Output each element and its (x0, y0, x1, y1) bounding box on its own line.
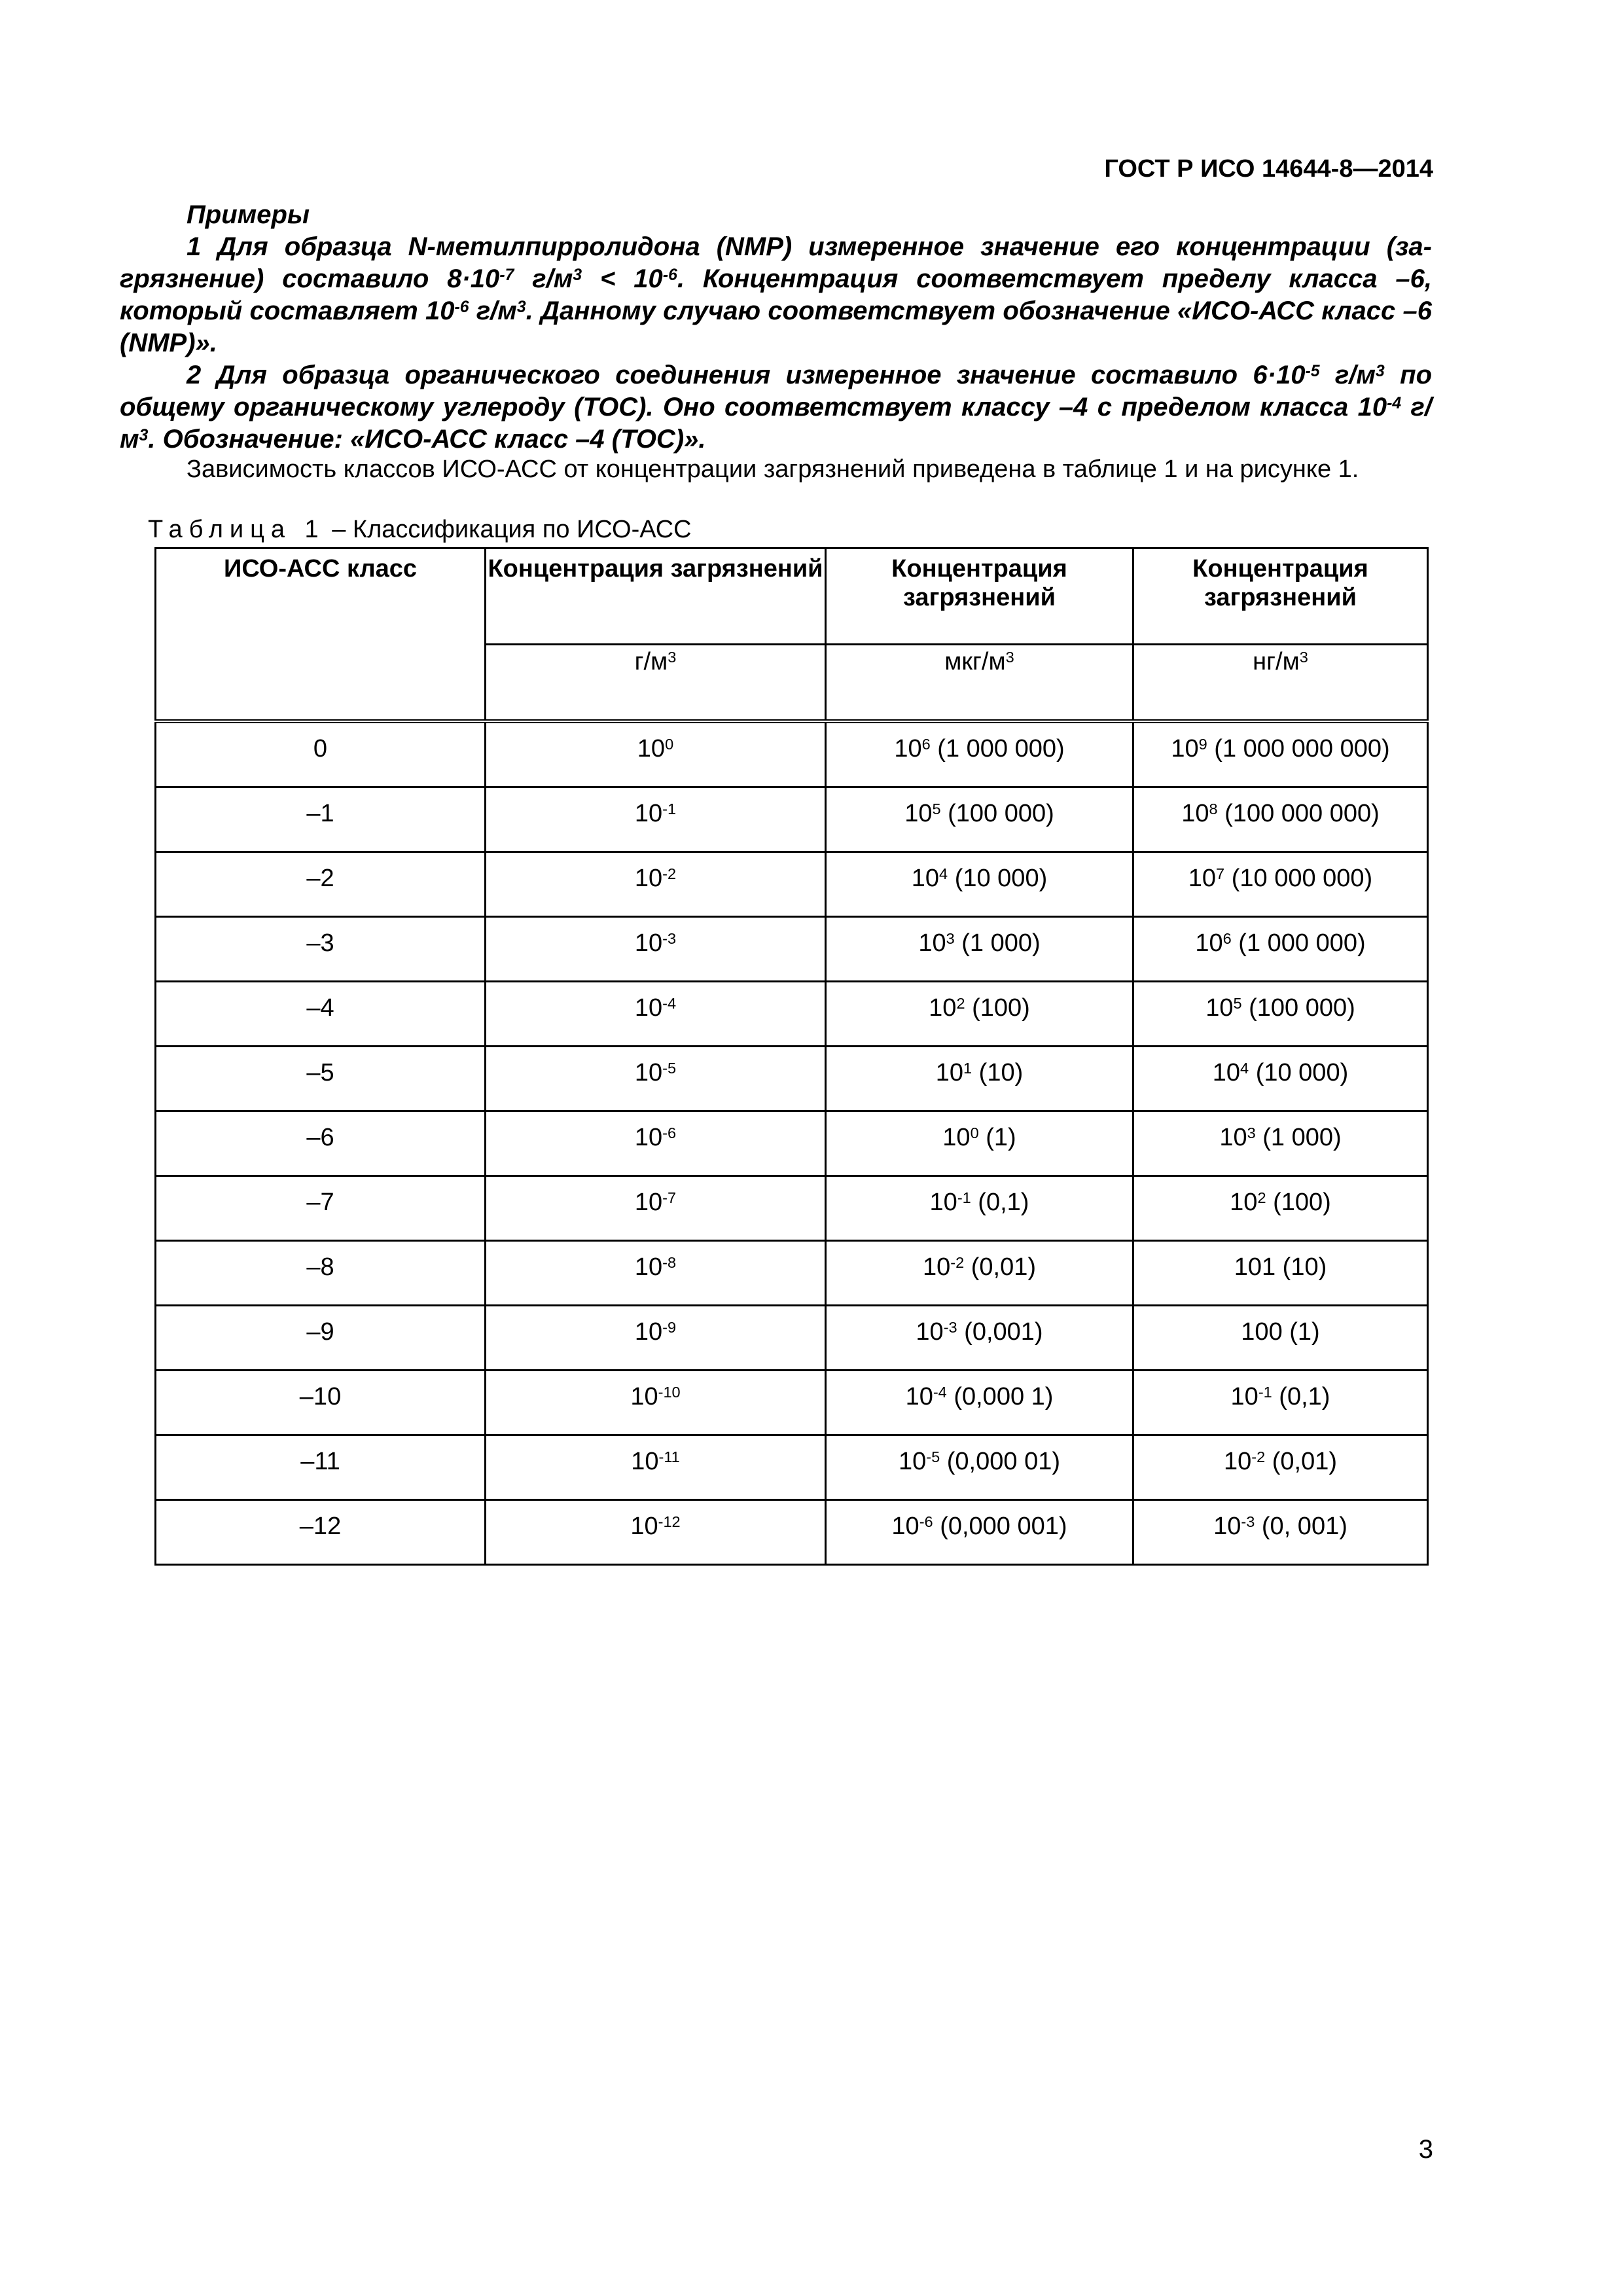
table-row (156, 1241, 1428, 1306)
unit-mkg: мкг/$м^3$ (826, 645, 1133, 722)
header-conc-mkg: Концентрация загрязнений (826, 548, 1133, 645)
cell-class: –9 (156, 1306, 486, 1371)
table-row (156, 1371, 1428, 1435)
cell-conc-ng: $10^4$ (10 000) (1133, 1047, 1428, 1111)
cell-conc-ng: $10^{-3}$ (0, 001) (1133, 1500, 1428, 1565)
body-paragraph: Зависимость классов ИСО-АСС от концентрации загрязнений приведена в таблице 1 и на рисунке 1. (187, 456, 1359, 483)
cell-conc-mkg: $10^{-3}$ (0,001) (826, 1306, 1133, 1371)
header-conc-ng: Концентрация загрязнений (1133, 548, 1428, 645)
table-row (156, 1047, 1428, 1111)
cell-conc-ng: $10^{-1}$ (0,1) (1133, 1371, 1428, 1435)
cell-conc-g: $10^{-5}$ (486, 1047, 826, 1111)
cell-class: –7 (156, 1176, 486, 1241)
example-2: 2 Для образца органического соединения измеренное значение составило $6\cdot 10^{-5}$ $г/м^3$ по общему органическому углероду (TOC). Оно соответствует классу –4 с пределом класса $10^{-4}$ $г/м^3$. Обозначение: «ИСО-АСС класс –4 (TOC)». (120, 361, 1432, 454)
cell-class: –3 (156, 917, 486, 982)
cell-conc-mkg: $10^{-4}$ (0,000 1) (826, 1371, 1133, 1435)
table-row (156, 1435, 1428, 1500)
cell-conc-mkg: $10^{-5}$ (0,000 01) (826, 1435, 1133, 1500)
cell-class: 0 (156, 721, 486, 787)
cell-class: –1 (156, 787, 486, 852)
cell-class: –4 (156, 982, 486, 1047)
table-label: Таблица 1 (148, 516, 325, 543)
classification-table (154, 547, 1429, 1566)
cell-conc-g: $10^{-8}$ (486, 1241, 826, 1306)
table-title: – Классификация по ИСО-АСС (325, 516, 692, 543)
cell-conc-ng: $10^9$ (1 000 000 000) (1133, 721, 1428, 787)
cell-conc-ng: $10^8$ (100 000 000) (1133, 787, 1428, 852)
cell-conc-g: $10^{-2}$ (486, 852, 826, 917)
cell-conc-g: $10^{-4}$ (486, 982, 826, 1047)
cell-conc-g: $10^{-7}$ (486, 1176, 826, 1241)
cell-conc-mkg: $10^1$ (10) (826, 1047, 1133, 1111)
unit-g: $г/м^3$ (486, 645, 826, 722)
cell-conc-ng: $10^2$ (100) (1133, 1176, 1428, 1241)
table-row (156, 787, 1428, 852)
page-number: 3 (1418, 2135, 1433, 2164)
cell-class: –8 (156, 1241, 486, 1306)
cell-conc-mkg: $10^0$ (1) (826, 1111, 1133, 1176)
cell-conc-mkg: $10^4$ (10 000) (826, 852, 1133, 917)
table-caption (148, 516, 692, 544)
table-row (156, 852, 1428, 917)
cell-conc-mkg: $10^5$ (100 000) (826, 787, 1133, 852)
table-row (156, 1176, 1428, 1241)
cell-conc-ng: $10^{-2}$ (0,01) (1133, 1435, 1428, 1500)
cell-class: –11 (156, 1435, 486, 1500)
header-class: ИСО-АСС класс (156, 548, 486, 722)
example-1: 1 Для образца N-метилпирролидона (NMP) измеренное значение его концентрации (за-грязнение) составило $8\cdot 10^{-7}$ $г/м^3 < 10^{-6}$. Концентрация соответствует пределу класса –6, который составляет $10^{-6}$ $г/м^3$. Данному случаю соответствует обозначение «ИСО-АСС класс –6 (NMP)». (120, 232, 1433, 357)
table-row (156, 721, 1428, 787)
table-row (156, 982, 1428, 1047)
unit-ng: $нг/м^3$ (1133, 645, 1428, 722)
table-row (156, 1111, 1428, 1176)
table-row (156, 1306, 1428, 1371)
cell-conc-g: $10^{-12}$ (486, 1500, 826, 1565)
cell-conc-g: $10^{-6}$ (486, 1111, 826, 1176)
cell-class: –2 (156, 852, 486, 917)
table-header-row (156, 548, 1428, 645)
cell-conc-g: $10^{-1}$ (486, 787, 826, 852)
cell-conc-g: $10^0$ (486, 721, 826, 787)
document-id: ГОСТ Р ИСО 14644-8—2014 (1104, 155, 1433, 183)
cell-conc-mkg: $10^2$ (100) (826, 982, 1133, 1047)
cell-conc-ng: $10^6$ (1 000 000) (1133, 917, 1428, 982)
cell-conc-g: $10^{-9}$ (486, 1306, 826, 1371)
examples-heading: Примеры (187, 200, 310, 229)
cell-conc-mkg: $10^{-1}$ (0,1) (826, 1176, 1133, 1241)
cell-conc-ng: $10^7$ (10 000 000) (1133, 852, 1428, 917)
table-row (156, 1500, 1428, 1565)
cell-conc-ng: $10^3$ (1 000) (1133, 1111, 1428, 1176)
cell-conc-mkg: $10^3$ (1 000) (826, 917, 1133, 982)
table-row (156, 917, 1428, 982)
header-conc-g: Концентрация загрязнений (486, 548, 826, 645)
cell-conc-ng: 100 (1) (1133, 1306, 1428, 1371)
cell-class: –5 (156, 1047, 486, 1111)
examples-block (120, 199, 1432, 456)
cell-conc-g: $10^{-3}$ (486, 917, 826, 982)
cell-conc-mkg: $10^6$ (1 000 000) (826, 721, 1133, 787)
cell-class: –10 (156, 1371, 486, 1435)
cell-conc-mkg: $10^{-2}$ (0,01) (826, 1241, 1133, 1306)
cell-conc-mkg: $10^{-6}$ (0,000 001) (826, 1500, 1133, 1565)
cell-conc-g: $10^{-11}$ (486, 1435, 826, 1500)
cell-conc-g: $10^{-10}$ (486, 1371, 826, 1435)
cell-conc-ng: 101 (10) (1133, 1241, 1428, 1306)
cell-class: –6 (156, 1111, 486, 1176)
cell-class: –12 (156, 1500, 486, 1565)
cell-conc-ng: $10^5$ (100 000) (1133, 982, 1428, 1047)
